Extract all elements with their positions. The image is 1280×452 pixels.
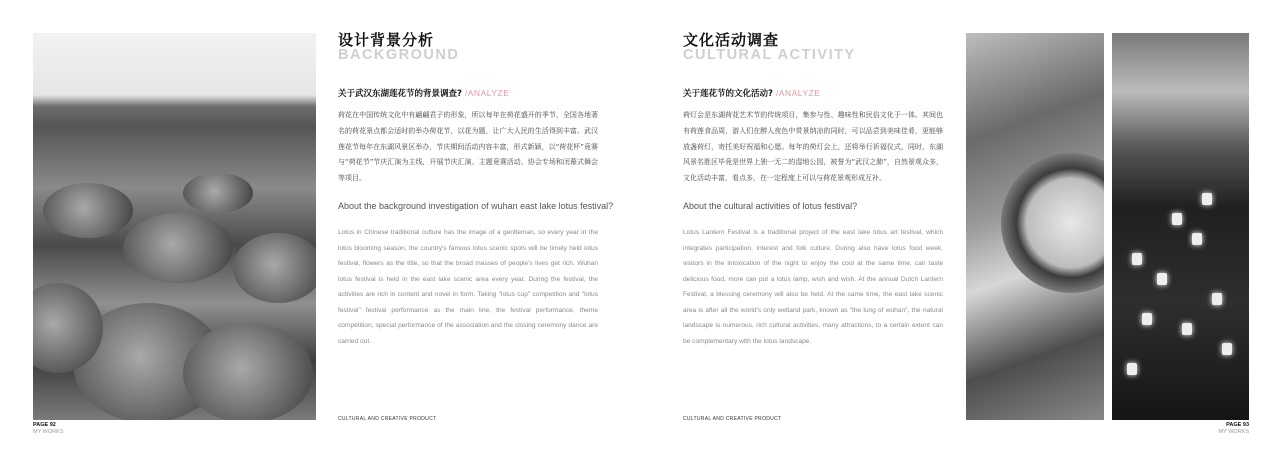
page-title: 设计背景分析 — [338, 31, 435, 49]
analyze-tag: /ANALYZE — [464, 88, 510, 98]
footer-label: CULTURAL AND CREATIVE PRODUCT — [683, 416, 782, 422]
paragraph-cn: 荷花在中国传统文化中有翩翩君子的形象，所以每年在荷花盛开的季节，全国各地著名的荷花景点都会适时的举办荷花节，以花为题，让广大人民的生活得到丰富。武汉莲花节每年在东湖风景区举办，节庆期间活动内容丰富，形式新颖，以“荷花杯”竟赛与“荷花节”节庆汇演为主线，开展节庆汇演、主题竟赛活动、协会专场和闭幕式舞会等项目。 — [338, 111, 598, 183]
page-title-en: BACKGROUND — [338, 47, 460, 63]
question-en: About the background investigation of wuhan east lake lotus festival? — [338, 201, 614, 211]
section-question: 关于莲花节的文化活动? /ANALYZE — [683, 88, 821, 99]
paragraph-cn: 荷灯会是东湖荷花艺术节的传统项目，集参与性、趣味性和民俗文化于一体。其间也有荷莲食品周，游人们在醉人夜色中赏景纳凉的同时，可以品尝到美味佳肴，更能够放盏荷灯，寄托美好祝福和心愿。每年的荷灯会上，还将举行祈福仪式，同时，东湖风景名胜区毕竟是世界上独一无二的湿地公园，被誉为“武汉之肺”，自然景观众多，文化活动丰富，看点多，在一定程度上可以与荷花景观形成互补。 — [683, 111, 943, 183]
footer-label: CULTURAL AND CREATIVE PRODUCT — [338, 416, 437, 422]
page-number: PAGE 92 MY WORKS — [33, 422, 64, 435]
paragraph-en: Lotus Lantern Festival is a traditional project of the east lake lotus art festival, which integrates participation, interest and folk culture. During also have lotus food week, visitors in the intoxication of the night to enjoy the cool at the same time, can taste delicious food, more can put a lotus lamp, wish and wish. At the annual Dutch Lantern Festival, a blessing ceremony will also be held. At the same time, the east lake scenic area is after all the world's only wetland park, known as "the lung of wuhan", the natural landscape is numerous, rich cultural activities, many attractions, to a certain extent can be complementary with the lotus landscape. — [683, 229, 943, 345]
analyze-tag: /ANALYZE — [775, 88, 821, 98]
page-number: PAGE 93 MY WORKS — [1218, 422, 1249, 435]
question-en: About the cultural activities of lotus festival? — [683, 201, 858, 211]
page-title-en: CULTURAL ACTIVITY — [683, 47, 856, 63]
page-title: 文化活动调查 — [683, 31, 780, 49]
lantern-festival-photo — [1112, 33, 1249, 420]
paragraph-en: Lotus in Chinese traditional culture has the image of a gentleman, so every year in the lotus blooming season, the country's famous lotus scenic spots will be timely held lotus festival, flowers as the title, so that the broad masses of people's lives get rich. Wuhan lotus festival is held in the east lake scenic area every year. During the festival, the activities are rich in content and novel in form. Taking "lotus cup" competition and "lotus festival" festival performance as the main line, the festival performance, theme competition, special performance of the association and the closing ceremony dance are carried out. — [338, 229, 598, 345]
section-question: 关于武汉东湖莲花节的背景调查? /ANALYZE — [338, 88, 510, 99]
lotus-food-photo — [966, 33, 1104, 420]
lotus-pond-photo — [33, 33, 316, 420]
